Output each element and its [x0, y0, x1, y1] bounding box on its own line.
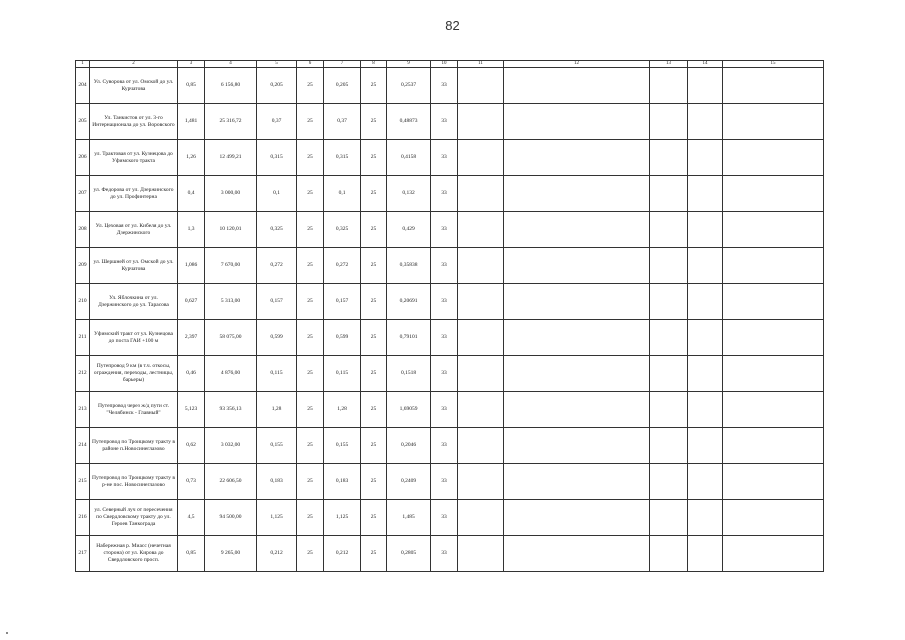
volume-cell: 0,2046 — [387, 428, 431, 464]
empty-cell — [504, 140, 650, 176]
percent-cell: 25 — [297, 140, 324, 176]
header-row — [76, 61, 824, 68]
column-header: 14 — [688, 61, 723, 68]
object-name: Ул. Яблочкина от ул. Дзержинского до ул. Тарасова — [90, 284, 178, 320]
column-header: 10 — [431, 61, 458, 68]
value-cell: 0,599 — [257, 320, 297, 356]
scan-mark — [6, 632, 8, 634]
value-cell: 0,205 — [324, 68, 361, 104]
value-cell: 0,1 — [257, 176, 297, 212]
empty-cell — [650, 212, 688, 248]
data-table — [75, 60, 824, 572]
empty-cell — [688, 140, 723, 176]
empty-cell — [650, 104, 688, 140]
column-header: 11 — [458, 61, 504, 68]
code-cell: 33 — [431, 356, 458, 392]
empty-cell — [688, 320, 723, 356]
empty-cell — [504, 284, 650, 320]
code-cell: 33 — [431, 248, 458, 284]
row-number: 208 — [76, 212, 90, 248]
column-header: 5 — [257, 61, 297, 68]
empty-cell — [504, 536, 650, 572]
empty-cell — [458, 428, 504, 464]
code-cell: 33 — [431, 104, 458, 140]
value-cell: 0,157 — [257, 284, 297, 320]
empty-cell — [504, 392, 650, 428]
value-cell: 1,125 — [257, 500, 297, 536]
percent-cell: 25 — [297, 212, 324, 248]
percent-cell: 25 — [297, 248, 324, 284]
length-cell: 5,123 — [178, 392, 205, 428]
empty-cell — [688, 392, 723, 428]
empty-cell — [723, 536, 824, 572]
object-name: Ул. Суворова от ул. Омской до ул. Курчатова — [90, 68, 178, 104]
value-cell: 0,155 — [257, 428, 297, 464]
length-cell: 0,85 — [178, 536, 205, 572]
percent-cell: 25 — [361, 392, 387, 428]
empty-cell — [458, 392, 504, 428]
empty-cell — [723, 284, 824, 320]
percent-cell: 25 — [297, 500, 324, 536]
empty-cell — [723, 248, 824, 284]
row-number: 215 — [76, 464, 90, 500]
empty-cell — [504, 356, 650, 392]
percent-cell: 25 — [297, 536, 324, 572]
percent-cell: 25 — [361, 356, 387, 392]
empty-cell — [723, 212, 824, 248]
percent-cell: 25 — [297, 428, 324, 464]
volume-cell: 0,2409 — [387, 464, 431, 500]
area-cell: 58 075,00 — [205, 320, 257, 356]
percent-cell: 25 — [361, 284, 387, 320]
object-name: Путепровод по Троицкому тракту в р-не пос. Новосинеглазово — [90, 464, 178, 500]
percent-cell: 25 — [361, 140, 387, 176]
volume-cell: 0,20691 — [387, 284, 431, 320]
area-cell: 7 670,00 — [205, 248, 257, 284]
table-row — [76, 68, 824, 104]
table-row — [76, 356, 824, 392]
area-cell: 94 500,00 — [205, 500, 257, 536]
percent-cell: 25 — [297, 284, 324, 320]
object-name: Путепровод через ж/д пути ст. "Челябинск - Главный" — [90, 392, 178, 428]
object-name: Путепровод 9 км (в т.ч. откосы, ограждения, переходы, лестницы, барьеры) — [90, 356, 178, 392]
row-number: 213 — [76, 392, 90, 428]
empty-cell — [458, 464, 504, 500]
object-name: ул. Шершней от ул. Омской до ул. Курчатова — [90, 248, 178, 284]
volume-cell: 0,132 — [387, 176, 431, 212]
empty-cell — [723, 464, 824, 500]
area-cell: 5 313,00 — [205, 284, 257, 320]
code-cell: 33 — [431, 464, 458, 500]
empty-cell — [688, 428, 723, 464]
empty-cell — [458, 140, 504, 176]
area-cell: 4 876,00 — [205, 356, 257, 392]
code-cell: 33 — [431, 428, 458, 464]
length-cell: 1,481 — [178, 104, 205, 140]
value-cell: 0,272 — [324, 248, 361, 284]
empty-cell — [723, 176, 824, 212]
empty-cell — [504, 500, 650, 536]
column-header: 6 — [297, 61, 324, 68]
code-cell: 33 — [431, 320, 458, 356]
volume-cell: 0,2537 — [387, 68, 431, 104]
empty-cell — [723, 500, 824, 536]
empty-cell — [650, 536, 688, 572]
table-row — [76, 212, 824, 248]
empty-cell — [650, 248, 688, 284]
empty-cell — [650, 500, 688, 536]
value-cell: 0,157 — [324, 284, 361, 320]
value-cell: 0,183 — [257, 464, 297, 500]
volume-cell: 0,79101 — [387, 320, 431, 356]
percent-cell: 25 — [297, 392, 324, 428]
code-cell: 33 — [431, 284, 458, 320]
empty-cell — [458, 284, 504, 320]
value-cell: 0,205 — [257, 68, 297, 104]
empty-cell — [504, 464, 650, 500]
empty-cell — [650, 320, 688, 356]
empty-cell — [458, 68, 504, 104]
length-cell: 0,85 — [178, 68, 205, 104]
table-row — [76, 536, 824, 572]
row-number: 214 — [76, 428, 90, 464]
volume-cell: 0,4158 — [387, 140, 431, 176]
empty-cell — [458, 212, 504, 248]
empty-cell — [723, 428, 824, 464]
table-body — [76, 68, 824, 572]
page-number: 82 — [445, 18, 460, 33]
column-header: 12 — [504, 61, 650, 68]
object-name: ул. Трактовая от ул. Кузнецова до Уфимского тракта — [90, 140, 178, 176]
code-cell: 33 — [431, 212, 458, 248]
area-cell: 3 032,00 — [205, 428, 257, 464]
empty-cell — [723, 320, 824, 356]
value-cell: 0,325 — [257, 212, 297, 248]
column-header: 7 — [324, 61, 361, 68]
column-header: 3 — [178, 61, 205, 68]
value-cell: 0,315 — [257, 140, 297, 176]
percent-cell: 25 — [361, 464, 387, 500]
empty-cell — [723, 68, 824, 104]
column-header: 2 — [90, 61, 178, 68]
empty-cell — [458, 248, 504, 284]
column-header: 15 — [723, 61, 824, 68]
empty-cell — [458, 536, 504, 572]
value-cell: 0,315 — [324, 140, 361, 176]
column-header: 8 — [361, 61, 387, 68]
percent-cell: 25 — [361, 212, 387, 248]
row-number: 216 — [76, 500, 90, 536]
table-row — [76, 176, 824, 212]
table-row — [76, 248, 824, 284]
object-name: ул. Федорова от ул. Дзержинского до ул. Профинтерна — [90, 176, 178, 212]
percent-cell: 25 — [297, 320, 324, 356]
row-number: 217 — [76, 536, 90, 572]
empty-cell — [458, 320, 504, 356]
area-cell: 22 606,50 — [205, 464, 257, 500]
length-cell: 4,5 — [178, 500, 205, 536]
value-cell: 0,212 — [257, 536, 297, 572]
area-cell: 93 356,13 — [205, 392, 257, 428]
code-cell: 33 — [431, 500, 458, 536]
empty-cell — [458, 176, 504, 212]
value-cell: 0,212 — [324, 536, 361, 572]
length-cell: 1,086 — [178, 248, 205, 284]
percent-cell: 25 — [297, 464, 324, 500]
empty-cell — [723, 104, 824, 140]
volume-cell: 0,429 — [387, 212, 431, 248]
percent-cell: 25 — [361, 248, 387, 284]
length-cell: 1,3 — [178, 212, 205, 248]
table-row — [76, 104, 824, 140]
percent-cell: 25 — [297, 356, 324, 392]
row-number: 211 — [76, 320, 90, 356]
empty-cell — [504, 68, 650, 104]
code-cell: 33 — [431, 392, 458, 428]
empty-cell — [650, 356, 688, 392]
empty-cell — [688, 68, 723, 104]
empty-cell — [688, 464, 723, 500]
area-cell: 6 156,80 — [205, 68, 257, 104]
empty-cell — [688, 536, 723, 572]
empty-cell — [504, 176, 650, 212]
percent-cell: 25 — [361, 176, 387, 212]
code-cell: 33 — [431, 68, 458, 104]
value-cell: 1,28 — [324, 392, 361, 428]
value-cell: 0,155 — [324, 428, 361, 464]
percent-cell: 25 — [297, 176, 324, 212]
column-header: 13 — [650, 61, 688, 68]
length-cell: 0,46 — [178, 356, 205, 392]
value-cell: 0,115 — [257, 356, 297, 392]
percent-cell: 25 — [361, 320, 387, 356]
table-row — [76, 284, 824, 320]
volume-cell: 0,2805 — [387, 536, 431, 572]
empty-cell — [458, 104, 504, 140]
row-number: 210 — [76, 284, 90, 320]
length-cell: 1,26 — [178, 140, 205, 176]
value-cell: 0,272 — [257, 248, 297, 284]
length-cell: 0,4 — [178, 176, 205, 212]
empty-cell — [650, 392, 688, 428]
empty-cell — [458, 500, 504, 536]
code-cell: 33 — [431, 140, 458, 176]
volume-cell: 1,69059 — [387, 392, 431, 428]
empty-cell — [504, 428, 650, 464]
percent-cell: 25 — [361, 536, 387, 572]
value-cell: 0,115 — [324, 356, 361, 392]
row-number: 205 — [76, 104, 90, 140]
row-number: 207 — [76, 176, 90, 212]
empty-cell — [688, 248, 723, 284]
empty-cell — [723, 140, 824, 176]
code-cell: 33 — [431, 536, 458, 572]
percent-cell: 25 — [361, 68, 387, 104]
empty-cell — [688, 176, 723, 212]
value-cell: 0,37 — [324, 104, 361, 140]
empty-cell — [688, 104, 723, 140]
empty-cell — [650, 68, 688, 104]
value-cell: 0,325 — [324, 212, 361, 248]
column-header: 4 — [205, 61, 257, 68]
empty-cell — [650, 464, 688, 500]
column-header: 9 — [387, 61, 431, 68]
area-cell: 12 499,21 — [205, 140, 257, 176]
value-cell: 1,28 — [257, 392, 297, 428]
percent-cell: 25 — [361, 428, 387, 464]
percent-cell: 25 — [361, 500, 387, 536]
table-row — [76, 320, 824, 356]
object-name: Ул. Цеховая от ул. Кибеля до ул. Дзержинского — [90, 212, 178, 248]
table-row — [76, 464, 824, 500]
object-name: Путепровод по Троицкому тракту в районе п.Новосинеглазово — [90, 428, 178, 464]
value-cell: 0,37 — [257, 104, 297, 140]
percent-cell: 25 — [297, 68, 324, 104]
table-row — [76, 392, 824, 428]
empty-cell — [650, 176, 688, 212]
empty-cell — [650, 428, 688, 464]
row-number: 204 — [76, 68, 90, 104]
object-name: Уфимский тракт от ул. Кузнецова до поста ГАИ +100 м — [90, 320, 178, 356]
empty-cell — [688, 284, 723, 320]
empty-cell — [723, 392, 824, 428]
percent-cell: 25 — [297, 104, 324, 140]
empty-cell — [650, 284, 688, 320]
empty-cell — [504, 320, 650, 356]
empty-cell — [688, 500, 723, 536]
empty-cell — [688, 356, 723, 392]
table-row — [76, 428, 824, 464]
length-cell: 0,62 — [178, 428, 205, 464]
area-cell: 3 000,00 — [205, 176, 257, 212]
row-number: 209 — [76, 248, 90, 284]
value-cell: 1,125 — [324, 500, 361, 536]
code-cell: 33 — [431, 176, 458, 212]
length-cell: 2,397 — [178, 320, 205, 356]
volume-cell: 0,48873 — [387, 104, 431, 140]
volume-cell: 0,1518 — [387, 356, 431, 392]
volume-cell: 0,35838 — [387, 248, 431, 284]
area-cell: 25 316,72 — [205, 104, 257, 140]
column-header: 1 — [76, 61, 90, 68]
object-name: ул. Северный луч от пересечения по Свердловскому тракту до ул. Героев Танкограда — [90, 500, 178, 536]
length-cell: 0,73 — [178, 464, 205, 500]
object-name: Набережная р. Миасс (нечетная сторона) от ул. Кирова до Свердловского просп. — [90, 536, 178, 572]
row-number: 212 — [76, 356, 90, 392]
length-cell: 0,627 — [178, 284, 205, 320]
value-cell: 0,599 — [324, 320, 361, 356]
empty-cell — [650, 140, 688, 176]
table-row — [76, 140, 824, 176]
empty-cell — [504, 212, 650, 248]
row-number: 206 — [76, 140, 90, 176]
table-row — [76, 500, 824, 536]
area-cell: 10 120,01 — [205, 212, 257, 248]
area-cell: 9 265,00 — [205, 536, 257, 572]
empty-cell — [504, 104, 650, 140]
empty-cell — [723, 356, 824, 392]
empty-cell — [688, 212, 723, 248]
value-cell: 0,1 — [324, 176, 361, 212]
empty-cell — [458, 356, 504, 392]
value-cell: 0,183 — [324, 464, 361, 500]
volume-cell: 1,485 — [387, 500, 431, 536]
object-name: Ул. Танкистов от ул. 3-го Интернационала до ул. Воровского — [90, 104, 178, 140]
percent-cell: 25 — [361, 104, 387, 140]
empty-cell — [504, 248, 650, 284]
